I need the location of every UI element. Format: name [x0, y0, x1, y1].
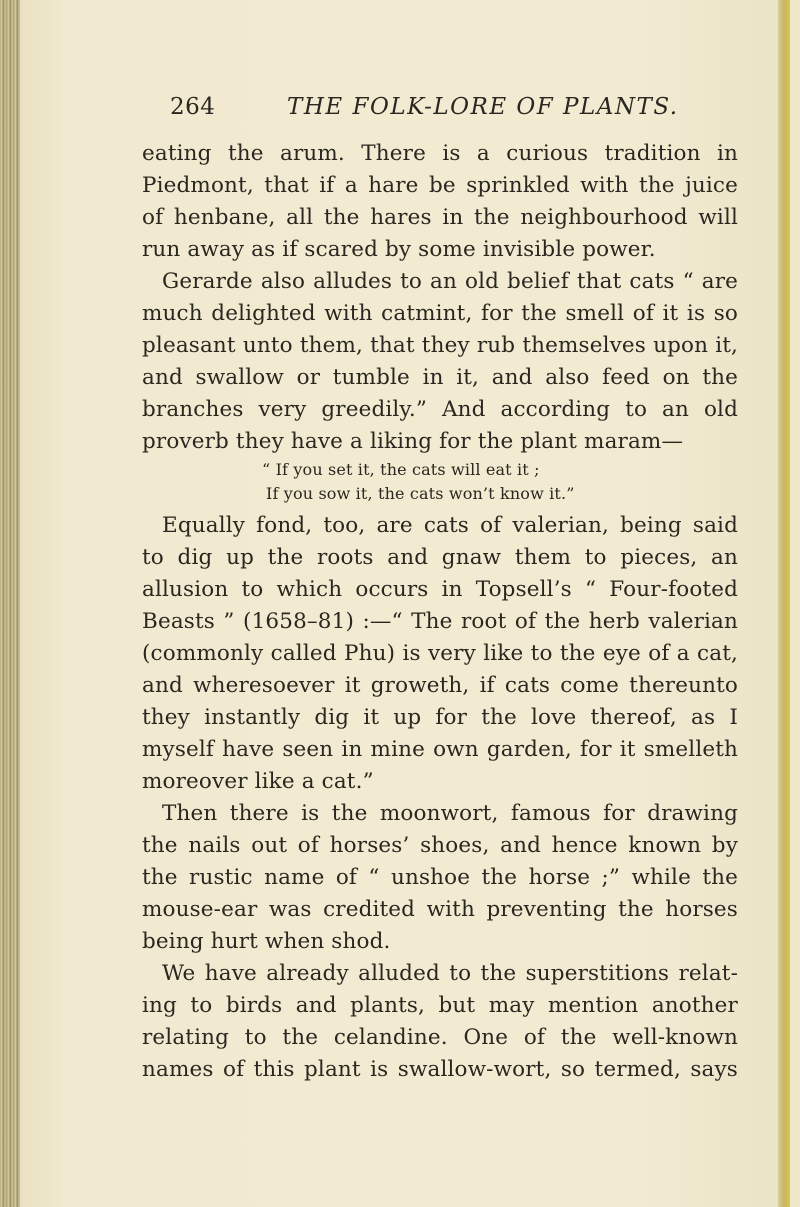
body-text [142, 138, 738, 1086]
text-line: proverb they have a liking for the plant maram— [142, 429, 684, 454]
text-line: being hurt when shod. [142, 929, 391, 954]
text-line: myself have seen in mine own garden, for it smelleth [142, 737, 738, 762]
text-line: We have already alluded to the superstitions relat- [162, 961, 738, 986]
text-line: Piedmont, that if a hare be sprinkled with the juice [142, 173, 738, 198]
text-line: Gerarde also alludes to an old belief that cats “ are [162, 269, 738, 294]
page-edge [778, 0, 790, 1207]
paragraph [142, 798, 738, 958]
page-number: 264 [170, 94, 216, 120]
text-line: branches very greedily.” And according to an old [142, 397, 738, 422]
text-line: to dig up the roots and gnaw them to pieces, an [142, 545, 738, 570]
text-line: Then there is the moonwort, famous for drawing [162, 801, 738, 826]
paragraph [142, 266, 738, 458]
text-line: Beasts ” (1658–81) :—“ The root of the herb valerian [142, 609, 738, 634]
text-line: run away as if scared by some invisible power. [142, 237, 656, 262]
text-line: relating to the celandine. One of the well-known [142, 1025, 738, 1050]
verse-quote [142, 458, 738, 506]
text-line: names of this plant is swallow-wort, so termed, says [142, 1057, 738, 1082]
book-binding-edge [0, 0, 22, 1207]
text-line: ing to birds and plants, but may mention another [142, 993, 738, 1018]
text-line: pleasant unto them, that they rub themselves upon it, [142, 333, 738, 358]
paragraph [142, 958, 738, 1086]
text-line: and wheresoever it groweth, if cats come thereunto [142, 673, 738, 698]
text-line: they instantly dig it up for the love thereof, as I [142, 705, 738, 730]
text-line: eating the arum. There is a curious tradition in [142, 141, 738, 166]
text-line: allusion to which occurs in Topsell’s “ Four-footed [142, 577, 738, 602]
quote-line: “ If you set it, the cats will eat it ; [262, 460, 540, 479]
paragraph [142, 510, 738, 798]
text-line: much delighted with catmint, for the smell of it is so [142, 301, 738, 326]
quote-line: If you sow it, the cats won’t know it.” [266, 484, 575, 503]
running-title: THE FOLK-LORE OF PLANTS. [287, 94, 679, 120]
page-header [0, 94, 800, 124]
text-line: mouse-ear was credited with preventing the horses [142, 897, 738, 922]
text-line: (commonly called Phu) is very like to the eye of a cat, [142, 641, 738, 666]
text-line: moreover like a cat.” [142, 769, 374, 794]
text-line: of henbane, all the hares in the neighbourhood will [142, 205, 738, 230]
paragraph [142, 138, 738, 266]
text-line: the rustic name of “ unshoe the horse ;” while the [142, 865, 738, 890]
text-line: and swallow or tumble in it, and also feed on the [142, 365, 738, 390]
text-line: Equally fond, too, are cats of valerian, being said [162, 513, 738, 538]
text-line: the nails out of horses’ shoes, and hence known by [142, 833, 738, 858]
